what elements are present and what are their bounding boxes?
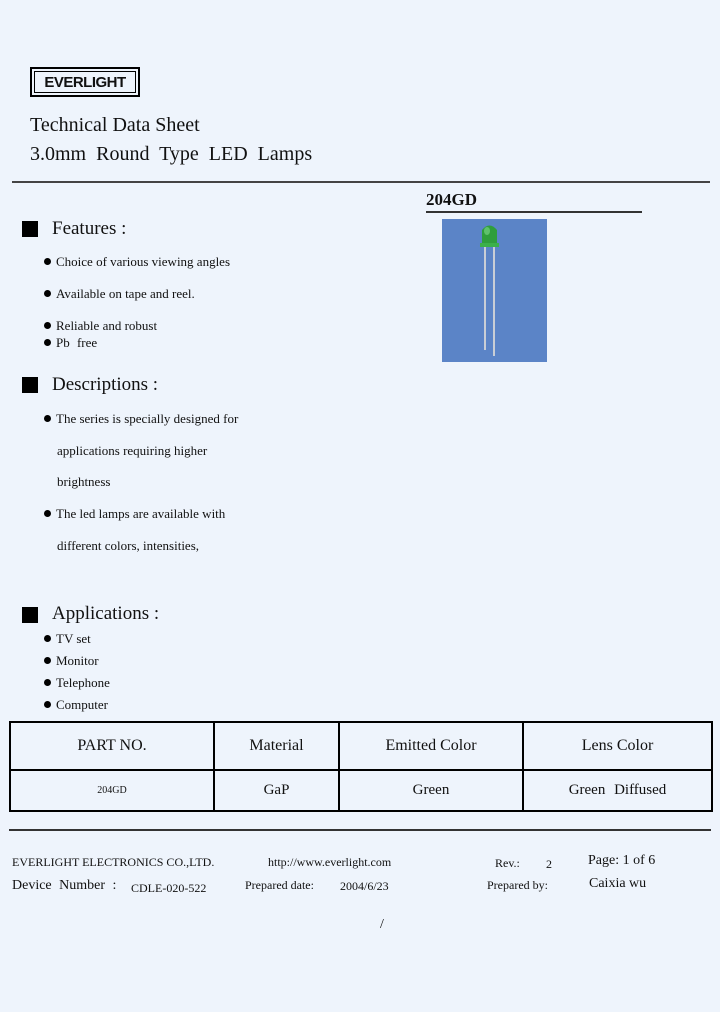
description-line: different colors, intensities,	[57, 538, 200, 553]
part-number-underline	[426, 211, 642, 213]
footer-device-number-label: Device Number :	[12, 878, 117, 893]
footer-device-number-value: CDLE-020-522	[131, 881, 207, 895]
table-cell: Green Diffused	[523, 770, 712, 811]
bullet-icon	[44, 657, 51, 664]
descriptions-heading: Descriptions :	[52, 374, 159, 395]
bullet-icon	[44, 322, 51, 329]
bullet-icon	[44, 510, 51, 517]
footer-url: http://www.everlight.com	[268, 855, 392, 869]
footer-slash: /	[380, 917, 384, 932]
description-line: applications requiring higher	[57, 443, 208, 458]
applications-heading: Applications :	[52, 603, 160, 624]
logo-text: EVERLIGHT	[34, 71, 136, 93]
table-cell: Green	[339, 770, 523, 811]
column-header: Lens Color	[523, 722, 712, 770]
header-divider	[12, 181, 710, 183]
page-title: Technical Data Sheet	[30, 114, 200, 136]
features-heading: Features :	[52, 218, 127, 239]
feature-item: Choice of various viewing angles	[44, 254, 230, 270]
brand-logo	[30, 67, 140, 97]
bullet-icon	[44, 679, 51, 686]
footer-company: EVERLIGHT ELECTRONICS CO.,LTD.	[12, 855, 215, 869]
column-header: PART NO.	[10, 722, 214, 770]
table-header-row	[10, 722, 712, 770]
table-cell: 204GD	[10, 770, 214, 811]
applications-marker-icon	[22, 607, 38, 623]
feature-item: Available on tape and reel.	[44, 286, 195, 302]
column-header: Material	[214, 722, 339, 770]
bullet-icon	[44, 339, 51, 346]
table-cell: GaP	[214, 770, 339, 811]
footer-prepared-date-label: Prepared date:	[245, 878, 314, 892]
footer-prepared-by-value: Caixia wu	[589, 876, 647, 891]
bullet-icon	[44, 635, 51, 642]
bullet-icon	[44, 290, 51, 297]
column-header: Emitted Color	[339, 722, 523, 770]
application-item: Telephone	[44, 675, 110, 691]
footer-rev-label: Rev.:	[495, 856, 520, 870]
feature-item: Pb free	[44, 335, 97, 351]
page-subtitle: 3.0mm Round Type LED Lamps	[30, 143, 313, 165]
features-marker-icon	[22, 221, 38, 237]
spec-table	[9, 721, 713, 812]
application-item: TV set	[44, 631, 91, 647]
led-lamp-icon	[442, 219, 547, 362]
footer-prepared-date-value: 2004/6/23	[340, 879, 389, 893]
application-item: Monitor	[44, 653, 99, 669]
bullet-icon	[44, 415, 51, 422]
part-number-title: 204GD	[426, 190, 477, 209]
description-item: The series is specially designed for	[44, 411, 238, 427]
footer-prepared-by-label: Prepared by:	[487, 878, 548, 892]
descriptions-marker-icon	[22, 377, 38, 393]
bullet-icon	[44, 258, 51, 265]
footer-rev-value: 2	[546, 857, 552, 871]
description-line: brightness	[57, 474, 111, 489]
product-photo	[442, 219, 547, 362]
bullet-icon	[44, 701, 51, 708]
application-item: Computer	[44, 697, 108, 713]
footer-divider	[9, 829, 711, 831]
description-item: The led lamps are available with	[44, 506, 225, 522]
table-row	[10, 770, 712, 811]
feature-item: Reliable and robust	[44, 318, 157, 334]
footer-page-number: Page: 1 of 6	[588, 853, 656, 868]
